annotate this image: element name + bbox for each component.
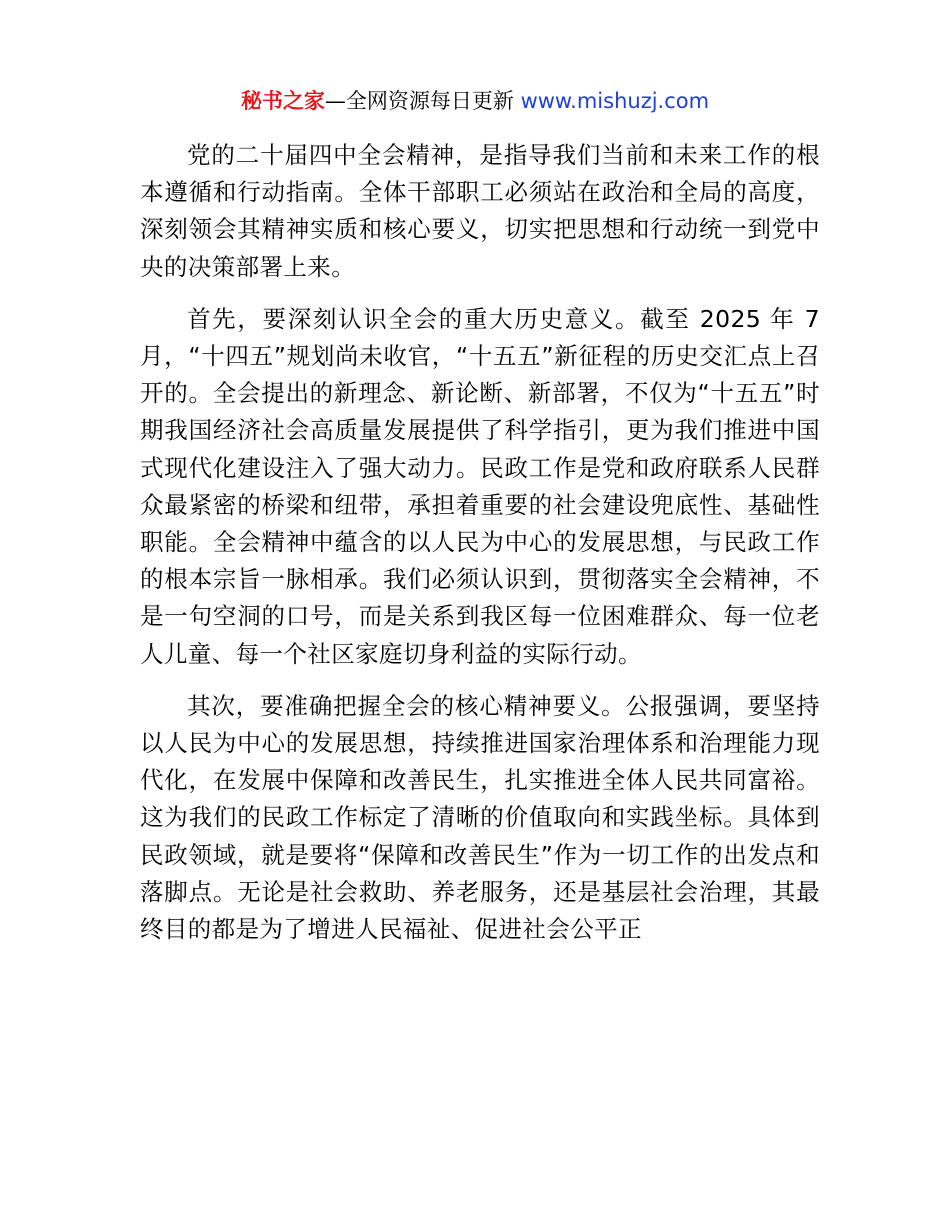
paragraph-2: 首先，要深刻认识全会的重大历史意义。截至 2025 年 7 月，“十四五”规划尚未收官，“十五五”新征程的历史交汇点上召开的。全会提出的新理念、新论断、新部署，不仅为“十五五”时期我国经济社会高质量发展提供了科学指引，更为我们推进中国式现代化建设注入了强大动力。民政工作是党和政府联系人民群众最紧密的桥梁和纽带，承担着重要的社会建设兜底性、基础性职能。全会精神中蕴含的以人民为中心的发展思想，与民政工作的根本宗旨一脉相承。我们必须认识到，贯彻落实全会精神，不是一句空洞的口号，而是关系到我区每一位困难群众、每一位老人儿童、每一个社区家庭切身利益的实际行动。 (140, 304, 820, 668)
paragraph-1: 党的二十届四中全会精神，是指导我们当前和未来工作的根本遵循和行动指南。全体干部职工必须站在政治和全局的高度，深刻领会其精神实质和核心要义，切实把思想和行动统一到党中央的决策部署上来。 (140, 141, 820, 281)
site-brand: 秘书之家 (240, 89, 325, 113)
document-body (140, 137, 820, 963)
site-header (0, 86, 950, 116)
paragraph-3: 其次，要准确把握全会的核心精神要义。公报强调，要坚持以人民为中心的发展思想，持续推进国家治理体系和治理能力现代化，在发展中保障和改善民生，扎实推进全体人民共同富裕。这为我们的民政工作标定了清晰的价值取向和实践坐标。具体到民政领域，就是要将“保障和改善民生”作为一切工作的出发点和落脚点。无论是社会救助、养老服务，还是基层社会治理，其最终目的都是为了增进人民福祉、促进社会公平正 (140, 691, 820, 944)
site-url-link[interactable]: www.mishuzj.com (520, 89, 710, 113)
site-tagline: —全网资源每日更新 (324, 89, 521, 113)
